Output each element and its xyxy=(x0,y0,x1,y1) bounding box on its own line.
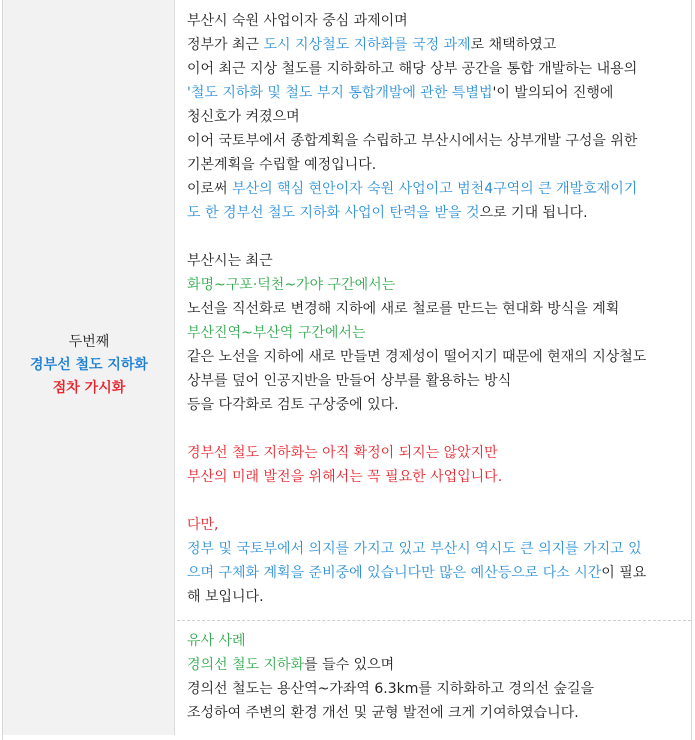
text-segment: 이 필요 xyxy=(601,565,647,581)
text-segment: 정부 및 국토부에서 의지를 가지고 있고 부산시 역시도 큰 의지를 가지고 있 xyxy=(187,541,642,557)
text-segment: 도 한 경부선 철도 지하화 사업이 탄력을 받을 것 xyxy=(187,205,480,221)
text-segment: 부산시 숙원 사업이자 중심 과제이며 xyxy=(187,13,408,29)
text-segment: 이로써 xyxy=(187,181,233,197)
text-segment: '철도 지하화 및 철도 부지 통합개발에 관한 특별법 xyxy=(187,85,493,101)
text-segment: 이어 국토부에서 종합계획을 수립하고 부산시에서는 상부개발 구성을 위한 xyxy=(187,133,638,149)
paragraph-line xyxy=(187,561,682,585)
paragraph-line xyxy=(187,537,682,561)
text-segment: 도시 지상철도 지하화를 국정 과제 xyxy=(263,37,471,53)
paragraph-line xyxy=(187,33,682,57)
paragraph-line xyxy=(187,81,682,105)
paragraph-line xyxy=(187,393,682,417)
text-segment: 노선을 직선화로 변경해 지하에 새로 철로를 만드는 현대화 방식을 계획 xyxy=(187,301,620,317)
text-segment: 경부선 철도 지하화는 아직 확정이 되지는 않았지만 xyxy=(187,445,498,461)
paragraph-line xyxy=(187,57,682,81)
text-segment: 부산진역~부산역 구간에서는 xyxy=(187,325,366,341)
main-content-cell xyxy=(187,9,682,609)
text-segment: 경의선 철도는 용산역~가좌역 6.3km를 지하화하고 경의선 숲길을 xyxy=(187,681,595,697)
text-segment: 유사 사례 xyxy=(187,633,246,649)
paragraph-line xyxy=(187,129,682,153)
paragraph-line xyxy=(187,585,682,609)
text-segment: 부산의 핵심 현안이자 숙원 사업이고 범천4구역의 큰 개발호재이기 xyxy=(232,181,638,197)
similar-case-line xyxy=(187,677,682,701)
text-segment: 이어 최근 지상 철도를 지하화하고 해당 상부 공간을 통합 개발하는 내용의 xyxy=(187,61,638,77)
paragraph-line xyxy=(187,201,682,225)
text-segment: 으로 기대 됩니다. xyxy=(479,205,588,221)
text-segment: 청신호가 켜졌으며 xyxy=(187,109,300,125)
paragraph-line xyxy=(187,513,682,537)
paragraph-spacer xyxy=(187,489,682,513)
section-label xyxy=(3,331,175,400)
text-segment: 화명~구포·덕천~가야 구간에서는 xyxy=(187,277,396,293)
paragraph-line xyxy=(187,153,682,177)
text-segment: 으며 구체화 계획을 준비중에 있습니다만 많은 예산등으로 다소 시간 xyxy=(187,565,602,581)
paragraph-line xyxy=(187,273,682,297)
text-segment: 해 보입니다. xyxy=(187,589,264,605)
similar-case-line xyxy=(187,629,682,653)
paragraph-line xyxy=(187,369,682,393)
text-segment: 경의선 철도 지하화 xyxy=(187,657,305,673)
text-segment: 다만, xyxy=(187,517,219,533)
similar-case-line xyxy=(187,653,682,677)
paragraph-spacer xyxy=(187,225,682,249)
section-label-subtitle: 점차 가시화 xyxy=(52,380,126,396)
similar-case-line xyxy=(187,701,682,725)
text-segment: 로 채택하였고 xyxy=(470,37,557,53)
text-segment: 부산의 미래 발전을 위해서는 꼭 필요한 사업입니다. xyxy=(187,469,503,485)
text-segment: 같은 노선을 지하에 새로 만들면 경제성이 떨어지기 때문에 현재의 지상철도 xyxy=(187,349,647,365)
text-segment: 부산시는 최근 xyxy=(187,253,273,269)
paragraph-line xyxy=(187,321,682,345)
cell-divider xyxy=(177,620,691,621)
paragraph-line xyxy=(187,345,682,369)
paragraph-line xyxy=(187,177,682,201)
paragraph-line xyxy=(187,297,682,321)
text-segment: 조성하여 주변의 환경 개선 및 균형 발전에 크게 기여하였습니다. xyxy=(187,705,579,721)
text-segment: 상부를 덮어 인공지반을 만들어 상부를 활용하는 방식 xyxy=(187,373,512,389)
text-segment: 정부가 최근 xyxy=(187,37,264,53)
text-segment: 기본계획을 수립할 예정입니다. xyxy=(187,157,377,173)
paragraph-line xyxy=(187,9,682,33)
paragraph-line xyxy=(187,441,682,465)
paragraph-line xyxy=(187,105,682,129)
text-segment: 등을 다각화로 검토 구상중에 있다. xyxy=(187,397,399,413)
similar-case-cell xyxy=(187,629,682,725)
paragraph-line xyxy=(187,249,682,273)
section-label-title: 경부선 철도 지하화 xyxy=(30,357,148,373)
section-label-line1: 두번째 xyxy=(68,334,110,350)
text-segment: 를 들수 있으며 xyxy=(304,657,395,673)
text-segment: '이 발의되어 진행에 xyxy=(492,85,614,101)
paragraph-spacer xyxy=(187,417,682,441)
paragraph-line xyxy=(187,465,682,489)
